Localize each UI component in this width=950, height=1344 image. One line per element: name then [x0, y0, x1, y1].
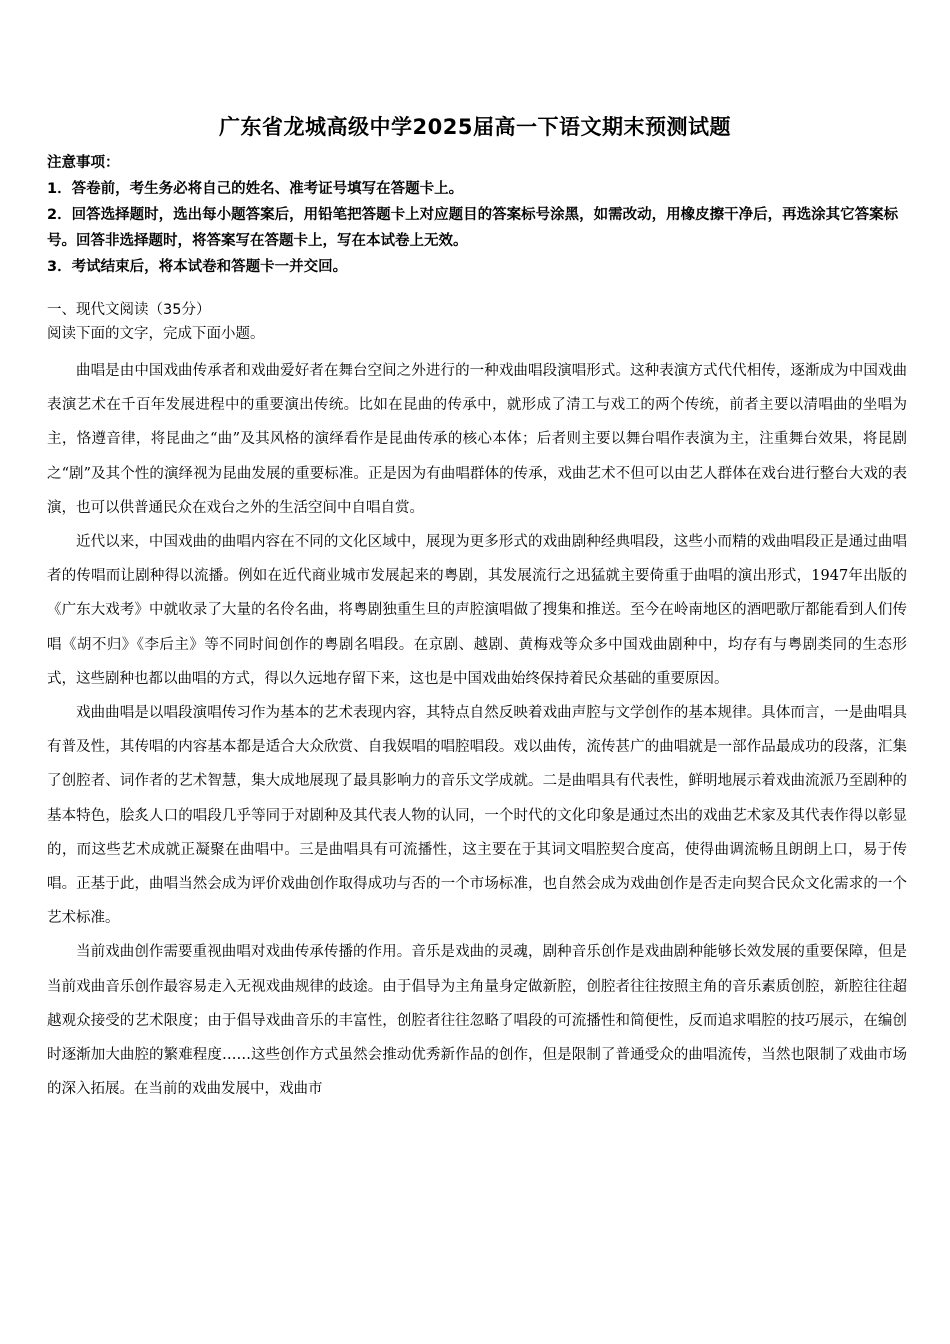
reading-passage	[47, 354, 907, 1106]
note-item-1: 1．答卷前，考生务必将自己的姓名、准考证号填写在答题卡上。	[47, 181, 464, 197]
note-item-3: 3．考试结束后，将本试卷和答题卡一并交回。	[47, 259, 348, 275]
section-heading: 一、现代文阅读（35分）	[47, 302, 211, 318]
section-header	[47, 298, 907, 346]
passage-paragraph-1: 曲唱是由中国戏曲传承者和戏曲爱好者在舞台空间之外进行的一种戏曲唱段演唱形式。这种表演方式代代相传，逐渐成为中国戏曲表演艺术在千百年发展进程中的重要演出传统。比如在昆曲的传承中，就形成了清工与戏工的两个传统，前者主要以清唱曲的坐唱为主，恪遵音律，将昆曲之“曲”及其风格的演绎看作是昆曲传承的核心本体；后者则主要以舞台唱作表演为主，注重舞台效果，将昆剧之“剧”及其个性的演绎视为昆曲发展的重要标准。正是因为有曲唱群体的传承，戏曲艺术不但可以由艺人群体在戏台进行整台大戏的表演，也可以供普通民众在戏台之外的生活空间中自唱自赏。	[47, 363, 907, 516]
note-item-2: 2．回答选择题时，选出每小题答案后，用铅笔把答题卡上对应题目的答案标号涂黑，如需改动，用橡皮擦干净后，再选涂其它答案标号。回答非选择题时，将答案写在答题卡上，写在本试卷上无效。	[47, 207, 899, 249]
passage-paragraph-2: 近代以来，中国戏曲的曲唱内容在不同的文化区域中，展现为更多形式的戏曲剧种经典唱段，这些小而精的戏曲唱段正是通过曲唱者的传唱而让剧种得以流播。例如在近代商业城市发展起来的粤剧，其发展流行之迅猛就主要倚重于曲唱的演出形式，1947年出版的《广东大戏考》中就收录了大量的名伶名曲，将粤剧独重生旦的声腔演唱做了搜集和推送。至今在岭南地区的酒吧歌厅都能看到人们传唱《胡不归》《李后主》等不同时间创作的粤剧名唱段。在京剧、越剧、黄梅戏等众多中国戏曲剧种中，均存有与粤剧类同的生态形式，这些剧种也都以曲唱的方式，得以久远地存留下来，这也是中国戏曲始终保持着民众基础的重要原因。	[47, 534, 907, 687]
passage-paragraph-3: 戏曲曲唱是以唱段演唱传习作为基本的艺术表现内容，其特点自然反映着戏曲声腔与文学创作的基本规律。具体而言，一是曲唱具有普及性，其传唱的内容基本都是适合大众欣赏、自我娱唱的唱腔唱段。戏以曲传，流传甚广的曲唱就是一部作品最成功的段落，汇集了创腔者、词作者的艺术智慧，集大成地展现了最具影响力的音乐文学成就。二是曲唱具有代表性，鲜明地展示着戏曲流派乃至剧种的基本特色，脍炙人口的唱段几乎等同于对剧种及其代表人物的认同，一个时代的文化印象是通过杰出的戏曲艺术家及其代表作得以彰显的，而这些艺术成就正凝聚在曲唱中。三是曲唱具有可流播性，这主要在于其词文唱腔契合度高，使得曲调流畅且朗朗上口，易于传唱。正基于此，曲唱当然会成为评价戏曲创作取得成功与否的一个市场标准，也自然会成为戏曲创作是否走向契合民众文化需求的一个艺术标准。	[47, 705, 907, 927]
notes-heading: 注意事项：	[47, 155, 120, 171]
passage-paragraph-4: 当前戏曲创作需要重视曲唱对戏曲传承传播的作用。音乐是戏曲的灵魂，剧种音乐创作是戏曲剧种能够长效发展的重要保障，但是当前戏曲音乐创作最容易走入无视戏曲规律的歧途。由于倡导为主角量身定做新腔，创腔者往往按照主角的音乐素质创腔，新腔往往超越观众接受的艺术限度；由于倡导戏曲音乐的丰富性，创腔者往往忽略了唱段的可流播性和简便性，反而追求唱腔的技巧展示，在编创时逐渐加大曲腔的繁难程度……这些创作方式虽然会推动优秀新作品的创作，但是限制了普通受众的曲唱流传，当然也限制了戏曲市场的深入拓展。在当前的戏曲发展中，戏曲市	[47, 944, 907, 1098]
section-instruction: 阅读下面的文字，完成下面小题。	[47, 326, 265, 342]
notes-block	[47, 150, 907, 280]
exam-title: 广东省龙城高级中学2025届高一下语文期末预测试题	[219, 115, 731, 139]
